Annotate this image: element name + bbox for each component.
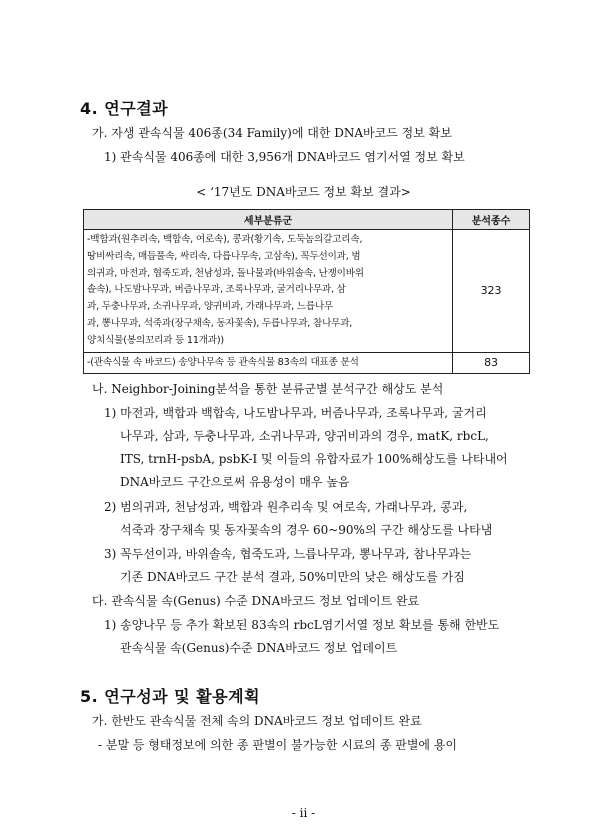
da-item-1-line: 1) 송양나무 등 추가 확보된 83속의 rbcL염기서열 정보 확보를 통해 한반도 bbox=[104, 618, 500, 632]
section-4-item-da: 다. 관속식물 속(Genus) 수준 DNA바코드 정보 업데이트 완료 bbox=[92, 594, 420, 608]
barcode-results-table bbox=[83, 209, 530, 374]
na-item-1-line: ITS, trnH-psbA, psbK-I 및 이들의 유합자료가 100%해상도를 나타내어 bbox=[120, 452, 508, 466]
cell-line: 양치식물(봉의꼬리과 등 11개과)) bbox=[87, 334, 224, 346]
cell-line: 의귀과, 마전과, 협죽도과, 천남성과, 돌나물과(바위솔속, 난쟁이바위 bbox=[87, 267, 364, 279]
na-item-3-line: 기존 DNA바코드 구간 분석 결과, 50%미만의 낮은 해상도를 가짐 bbox=[120, 570, 465, 584]
cell-line: -백합과(원추리속, 백합속, 여로속), 콩과(황기속, 도둑놈의갈고리속, bbox=[87, 234, 363, 245]
da-item-1-line: 관속식물 속(Genus)수준 DNA바코드 정보 업데이트 bbox=[120, 641, 398, 655]
page-number: - ii - bbox=[291, 806, 316, 820]
section-4-item-ga-1: 1) 관속식물 406종에 대한 3,956개 DNA바코드 염기서열 정보 확보 bbox=[104, 150, 465, 164]
table-cell-taxa bbox=[84, 352, 453, 374]
section-5-heading: 5. 연구성과 및 활용계획 bbox=[80, 687, 261, 706]
section-5-dash-item: - 분말 등 형태정보에 의한 종 판별이 불가능한 시료의 종 판별에 용이 bbox=[98, 738, 458, 752]
table-cell-count: 83 bbox=[453, 352, 530, 374]
na-item-1-line: 1) 마전과, 백합과 백합속, 나도밤나무과, 버즘나무과, 조록나무과, 굴거리 bbox=[104, 406, 487, 420]
section-5-item-ga: 가. 한반도 관속식물 전체 속의 DNA바코드 정보 업데이트 완료 bbox=[92, 714, 422, 728]
table-row bbox=[84, 230, 530, 353]
section-4-item-ga: 가. 자생 관속식물 406종(34 Family)에 대한 DNA바코드 정보 확보 bbox=[92, 126, 452, 140]
na-item-2-line: 석죽과 장구채속 및 동자꽃속의 경우 60~90%의 구간 해상도를 나타냄 bbox=[120, 523, 493, 537]
table-cell-count: 323 bbox=[453, 230, 530, 353]
table-header-taxon: 세부분류군 bbox=[84, 210, 453, 230]
cell-line: 과, 뽕나무과, 석죽과(장구채속, 동자꽃속), 두릅나무과, 참나무과, bbox=[87, 317, 353, 329]
cell-line: 솔속), 나도밤나무과, 버즘나무과, 조록나무과, 굴거리나무과, 삼 bbox=[87, 284, 346, 296]
cell-line: 과, 두충나무과, 소귀나무과, 양귀비과, 가래나무과, 느릅나무 bbox=[87, 301, 334, 313]
table-caption: < ‘17년도 DNA바코드 정보 확보 결과> bbox=[196, 185, 411, 199]
section-4-item-na: 나. Neighbor-Joining분석을 통한 분류군별 분석구간 해상도 분석 bbox=[92, 382, 444, 396]
table-row bbox=[84, 352, 530, 374]
table-cell-taxa bbox=[84, 230, 453, 353]
cell-line: 땅비싸리속, 매듭풀속, 싸리속, 다릅나무속, 고삼속), 꼭두선이과, 범 bbox=[87, 250, 361, 262]
cell-line: -(관속식물 속 바코드) 송양나무속 등 관속식물 83속의 대표종 분석 bbox=[87, 356, 359, 368]
na-item-2-line: 2) 범의귀과, 천남성과, 백합과 원추리속 및 여로속, 가래나무과, 콩과, bbox=[104, 500, 468, 514]
table-header-count: 분석종수 bbox=[453, 210, 530, 230]
table-header-row bbox=[84, 210, 530, 230]
na-item-1-line: DNA바코드 구간으로써 유용성이 매우 높음 bbox=[120, 475, 350, 489]
section-4-heading: 4. 연구결과 bbox=[80, 99, 169, 118]
na-item-3-line: 3) 꼭두선이과, 바위솔속, 협죽도과, 느릅나무과, 뽕나무과, 참나무과는 bbox=[104, 547, 472, 561]
na-item-1-line: 나무과, 삼과, 두충나무과, 소귀나무과, 양귀비과의 경우, matK, rbcL, bbox=[120, 429, 489, 443]
